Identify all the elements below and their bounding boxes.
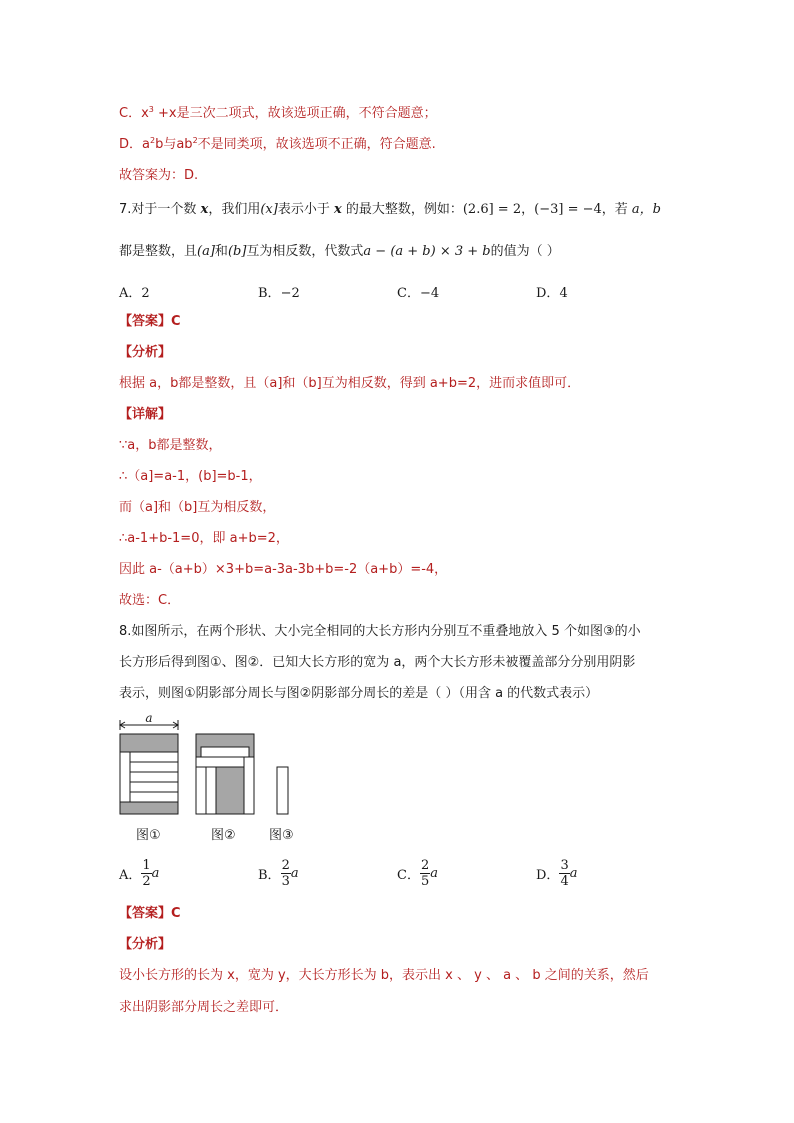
- prev-option-d: D．$a^2b$与$ab^2$不是同类项，故该选项不正确，符合题意.: [119, 136, 436, 152]
- q8-stem-line3: 表示，则图①阴影部分周长与图②阴影部分周长的差是（ ）（用含 a 的代数式表示）: [119, 686, 599, 701]
- q7-detail-line: 因此 a-（a+b）×3+b=a-3a-3b+b=-2（a+b）=-4，: [119, 562, 448, 577]
- q7-analysis-text: 根据 a，b都是整数，且（a]和（b]互为相反数，得到 a+b=2，进而求值即可．: [119, 376, 581, 391]
- q7-option-d: D．4: [536, 286, 568, 301]
- q7-analysis-tag: 【分析】: [119, 345, 172, 360]
- q7-stem-line1: 7.对于一个数 x，我们用(x]表示小于 x 的最大整数，例如：(2.6] = 2，(−3] = −4，若 a，b: [119, 202, 661, 217]
- q7-option-c: C．−4: [397, 286, 440, 301]
- q7-answer-tag: 【答案】C: [119, 314, 181, 329]
- figure-2: [196, 734, 254, 814]
- width-label-a: a: [145, 712, 153, 725]
- q8-option-d: D． $\frac{3}{4}$ a: [536, 858, 578, 889]
- q7-detail-line: ∴a-1+b-1=0，即 a+b=2，: [119, 531, 289, 546]
- q8-stem-line1: 8.如图所示，在两个形状、大小完全相同的大长方形内分别互不重叠地放入 5 个如图③的小: [119, 624, 641, 639]
- q8-analysis-line2: 求出阴影部分周长之差即可．: [119, 1000, 289, 1015]
- q7-stem-line2: 都是整数，且(a]和(b]互为相反数，代数式a − (a + b) × 3 + b的值为（ ）: [119, 244, 560, 259]
- figure-3-label: 图③: [269, 828, 294, 843]
- figure-3: [277, 767, 288, 814]
- q8-analysis-line1: 设小长方形的长为 x，宽为 y，大长方形长为 b，表示出 x 、 y 、 a 、 b 之间的关系，然后: [119, 968, 649, 983]
- q7-detail-tag: 【详解】: [119, 407, 172, 422]
- q7-detail-line: 而（a]和（b]互为相反数，: [119, 500, 276, 515]
- q8-option-c: C． $\frac{2}{5}$ a: [397, 858, 438, 889]
- figure-1: [120, 734, 178, 814]
- q8-stem-line2: 长方形后得到图①、图②．已知大长方形的宽为 a，两个大长方形未被覆盖部分分别用阴影: [119, 655, 636, 670]
- q7-detail-line: 故选：C．: [119, 593, 181, 608]
- prev-answer: 故答案为：D.: [119, 168, 199, 183]
- q7-detail-line: ∵a，b都是整数，: [119, 438, 222, 453]
- figure-2-label: 图②: [211, 828, 236, 843]
- q8-option-b: B． $\frac{2}{3}$ a: [258, 858, 299, 889]
- figure-1-label: 图①: [136, 828, 161, 843]
- q8-answer-tag: 【答案】C: [119, 906, 181, 921]
- q7-detail-line: ∴（a]=a-1，(b]=b-1，: [119, 469, 262, 484]
- q8-figures: [114, 712, 314, 822]
- q7-option-a: A．2: [119, 286, 150, 301]
- prev-option-c: C．$x^3 +x$是三次二项式，故该选项正确，不符合题意；: [119, 105, 437, 121]
- q7-option-b: B．−2: [258, 286, 300, 301]
- q8-option-a: A． $\frac{1}{2}$ a: [119, 858, 160, 889]
- q8-analysis-tag: 【分析】: [119, 937, 172, 952]
